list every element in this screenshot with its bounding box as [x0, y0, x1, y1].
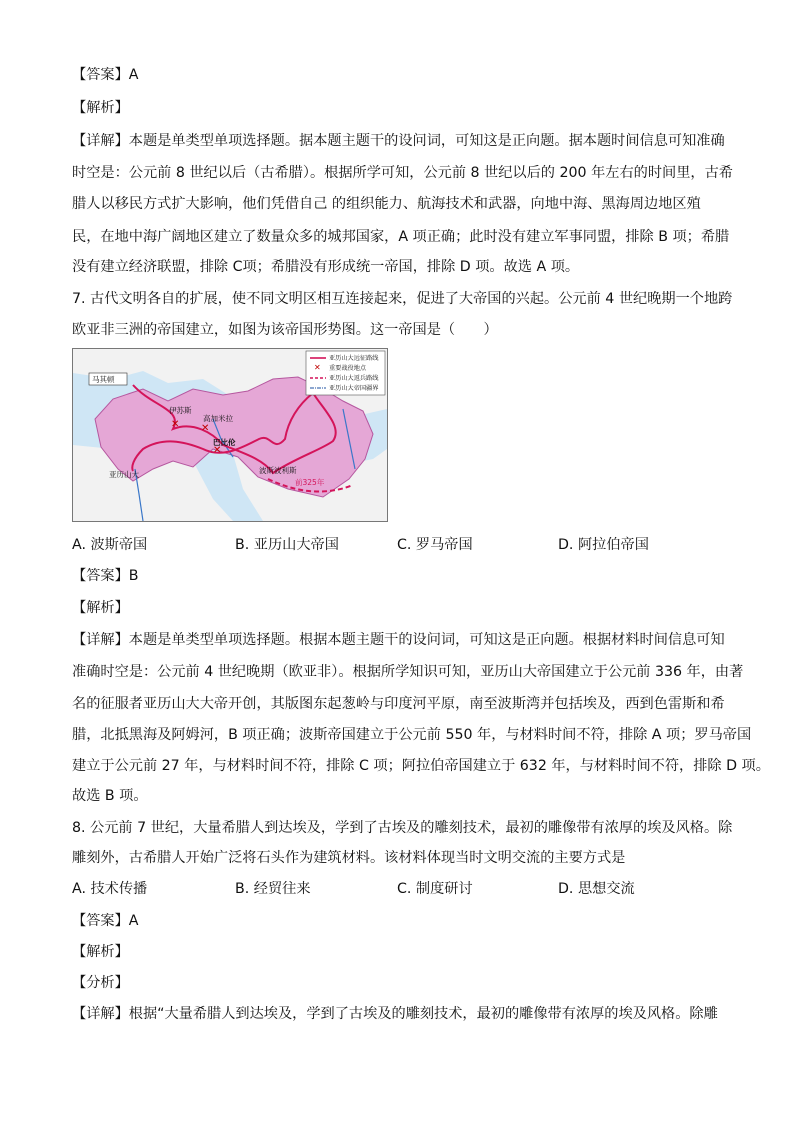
q6-detail-1: 【详解】本题是单类型单项选择题。据本题主题干的设问词，可知这是正向题。据本题时间信息可知准确: [72, 133, 725, 149]
legend-route: 亚历山大远征路线: [329, 355, 379, 362]
q7-detail-6: 故选 B 项。: [72, 788, 148, 804]
q8-fenxi: 【分析】: [72, 975, 129, 991]
q7-stem-2: 欧亚非三洲的帝国建立，如图为该帝国形势图。这一帝国是（ ）: [72, 322, 498, 338]
label-alexandria: 亚历山大: [109, 470, 139, 479]
q6-detail-3: 腊人以移民方式扩大影响，他们凭借自己 的组织能力、航海技术和武器，向地中海、黑海周边地区殖: [72, 196, 701, 212]
label-issus: 伊苏斯: [169, 406, 192, 415]
q8-detail-1: 【详解】根据“大量希腊人到达埃及，学到了古埃及的雕刻技术，最初的雕像带有浓厚的埃及风格。除雕: [72, 1006, 718, 1022]
battle-marker-1: ✕: [171, 419, 180, 430]
q8-stem-1: 8. 公元前 7 世纪，大量希腊人到达埃及，学到了古埃及的雕刻技术，最初的雕像带有浓厚的埃及风格。除: [72, 820, 733, 836]
legend-return: 亚历山大返兵路线: [329, 375, 379, 382]
q6-detail-2: 时空是：公元前 8 世纪以后（古希腊）。根据所学可知，公元前 8 世纪以后的 200 年左右的时间里，古希: [72, 165, 733, 181]
map-legend: [306, 351, 385, 395]
q7-analysis: 【解析】: [72, 600, 129, 616]
q7-detail-1: 【详解】本题是单类型单项选择题。根据本题主题干的设问词，可知这是正向题。根据材料时间信息可知: [72, 632, 725, 648]
q8-answer: 【答案】A: [72, 913, 139, 929]
q7-answer: 【答案】B: [72, 568, 139, 584]
q7-option-d[interactable]: D. 阿拉伯帝国: [558, 537, 649, 553]
q8-option-c[interactable]: C. 制度研讨: [397, 881, 473, 897]
label-persepolis: 波斯波利斯: [259, 466, 297, 475]
legend-battle: 重要战役地点: [329, 365, 367, 372]
battle-marker-3: ✕: [213, 445, 222, 456]
q8-option-a[interactable]: A. 技术传播: [72, 881, 148, 897]
legend-swatch-battle: ✕: [314, 363, 321, 372]
q6-detail-4: 民，在地中海广阔地区建立了数量众多的城邦国家，A 项正确；此时没有建立军事同盟，排除 B 项；希腊: [72, 229, 730, 245]
legend-border: 亚历山大帝国疆界: [329, 385, 379, 392]
q7-detail-2: 准确时空是：公元前 4 世纪晚期（欧亚非）。根据所学知识可知，亚历山大帝国建立于公元前 336 年，由著: [72, 664, 744, 680]
empire-map: [72, 348, 388, 522]
q6-detail-5: 没有建立经济联盟，排除 C项；希腊没有形成统一帝国，排除 D 项。故选 A 项。: [72, 259, 580, 275]
q8-option-d[interactable]: D. 思想交流: [558, 881, 635, 897]
battle-marker-2: ✕: [201, 423, 210, 434]
q7-detail-4: 腊，北抵黑海及阿姆河，B 项正确；波斯帝国建立于公元前 550 年，与材料时间不符，排除 A 项；罗马帝国: [72, 727, 752, 743]
q7-detail-5: 建立于公元前 27 年，与材料时间不符，排除 C 项；阿拉伯帝国建立于 632 年，与材料时间不符，排除 D 项。: [72, 758, 770, 774]
q7-stem-1: 7. 古代文明各自的扩展，使不同文明区相互连接起来，促进了大帝国的兴起。公元前 4 世纪晚期一个地跨: [72, 291, 733, 307]
q7-detail-3: 名的征服者亚历山大大帝开创，其版图东起葱岭与印度河平原，南至波斯湾并包括埃及，西到色雷斯和希: [72, 696, 725, 712]
q7-option-a[interactable]: A. 波斯帝国: [72, 537, 148, 553]
q7-option-b[interactable]: B. 亚历山大帝国: [235, 537, 339, 553]
q7-option-c[interactable]: C. 罗马帝国: [397, 537, 473, 553]
q6-analysis: 【解析】: [72, 100, 129, 116]
q8-option-b[interactable]: B. 经贸往来: [235, 881, 311, 897]
q8-stem-2: 雕刻外，古希腊人开始广泛将石头作为建筑材料。该材料体现当时文明交流的主要方式是: [72, 850, 626, 866]
label-325bc: 前325年: [295, 478, 325, 487]
label-babylon: 巴比伦: [213, 438, 236, 447]
label-gaugamela: 高加米拉: [203, 414, 233, 423]
q6-answer: 【答案】A: [72, 67, 139, 83]
q8-analysis: 【解析】: [72, 944, 129, 960]
label-macedonia: 马其顿: [92, 375, 115, 384]
